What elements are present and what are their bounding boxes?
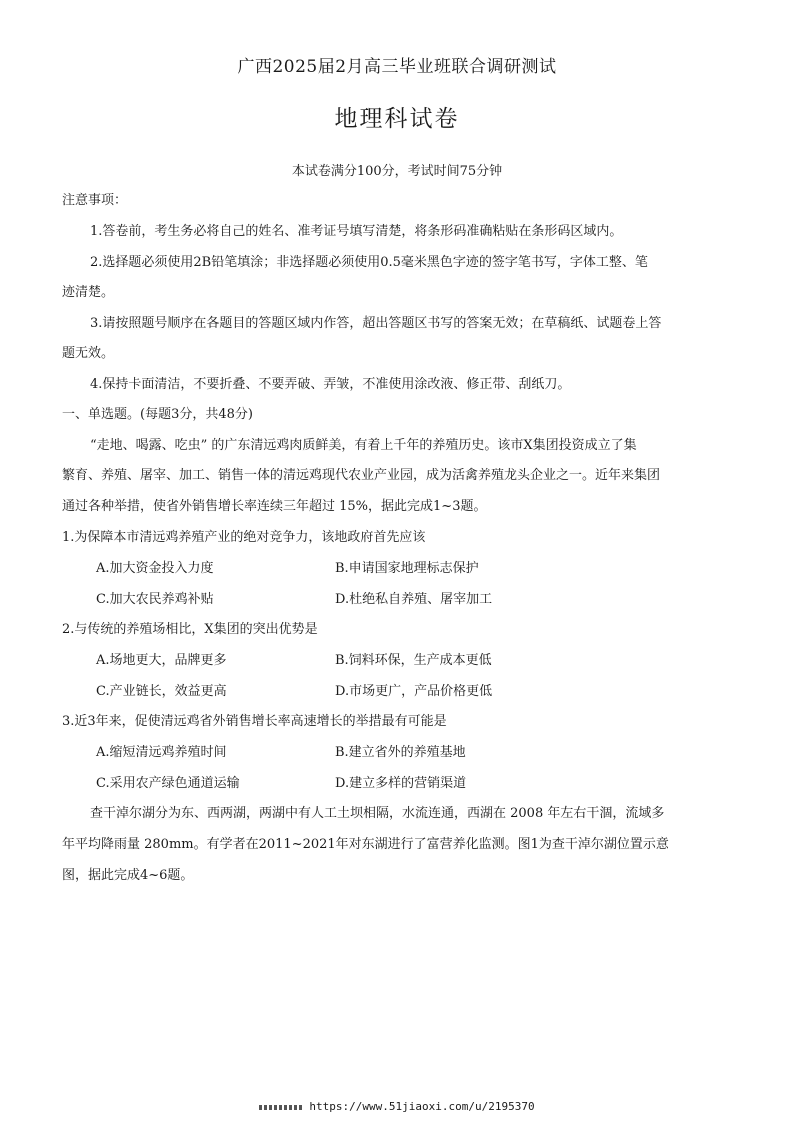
notice-heading: 注意事项： xyxy=(62,193,128,208)
question-1: 1.为保障本市清远鸡养殖产业的绝对竞争力，该地政府首先应该 xyxy=(62,530,426,545)
notice-item-1: 1.答卷前，考生务必将自己的姓名、准考证号填写清楚，将条形码准确粘贴在条形码区域内。 xyxy=(90,224,623,239)
passage1-line-2: 繁育、养殖、屠宰、加工、销售一体的清远鸡现代农业产业园，成为活禽养殖龙头企业之一。近年来集团 xyxy=(62,468,661,483)
q1-option-b: B.申请国家地理标志保护 xyxy=(335,561,479,576)
notice-item-2-line-2: 迹清楚。 xyxy=(62,285,115,300)
notice-item-2-line-1: 2.选择题必须使用2B铅笔填涂；非选择题必须使用0.5毫米黑色字迹的签字笔书写，字体工整、笔 xyxy=(90,255,648,270)
question-3: 3.近3年来，促使清远鸡省外销售增长率高速增长的举措最有可能是 xyxy=(62,714,447,729)
exam-info: 本试卷满分100分，考试时间75分钟 xyxy=(291,164,503,179)
passage2-line-3: 图，据此完成4~6题。 xyxy=(62,868,194,883)
q1-option-c: C.加大农民养鸡补贴 xyxy=(96,592,214,607)
exam-title: 广西2025届2月高三毕业班联合调研测试 xyxy=(237,57,557,77)
q3-option-b: B.建立省外的养殖基地 xyxy=(335,745,466,760)
passage1-line-1: “走地、喝露、吃虫” 的广东清远鸡肉质鲜美，有着上千年的养殖历史。该市X集团投资成立了集 xyxy=(90,438,637,453)
passage2-line-1: 查干淖尔湖分为东、西两湖，两湖中有人工土坝相隔，水流连通，西湖在 2008 年左右干涸，流域多 xyxy=(90,806,665,821)
footer-watermark xyxy=(0,1100,794,1113)
q2-option-b: B.饲料环保，生产成本更低 xyxy=(335,653,492,668)
section-heading: 一、单选题。(每题3分，共48分) xyxy=(62,407,253,422)
passage1-line-3: 通过各种举措，使省外销售增长率连续三年超过 15%，据此完成1~3题。 xyxy=(62,499,487,514)
subject-title: 地理科试卷 xyxy=(334,106,460,132)
q1-option-a: A.加大资金投入力度 xyxy=(96,561,214,576)
notice-item-3-line-1: 3.请按照题号顺序在各题目的答题区域内作答，超出答题区书写的答案无效；在草稿纸、试题卷上答 xyxy=(90,316,662,331)
question-2: 2.与传统的养殖场相比，X集团的突出优势是 xyxy=(62,622,318,637)
q1-option-d: D.杜绝私自养殖、屠宰加工 xyxy=(335,592,493,607)
passage2-line-2: 年平均降雨量 280mm。有学者在2011~2021年对东湖进行了富营养化监测。图1为查干淖尔湖位置示意 xyxy=(62,837,669,852)
q2-option-d: D.市场更广，产品价格更低 xyxy=(335,684,493,699)
footer-url[interactable]: https://www.51jiaoxi.com/u/2195370 xyxy=(309,1100,535,1113)
q2-option-a: A.场地更大，品牌更多 xyxy=(96,653,227,668)
q2-option-c: C.产业链长，效益更高 xyxy=(96,684,227,699)
notice-item-3-line-2: 题无效。 xyxy=(62,346,115,361)
notice-item-4: 4.保持卡面清洁，不要折叠、不要弄破、弄皱，不准使用涂改液、修正带、刮纸刀。 xyxy=(90,377,571,392)
q3-option-c: C.采用农产绿色通道运输 xyxy=(96,776,240,791)
watermark-mark xyxy=(259,1105,303,1110)
q3-option-a: A.缩短清远鸡养殖时间 xyxy=(96,745,227,760)
q3-option-d: D.建立多样的营销渠道 xyxy=(335,776,467,791)
